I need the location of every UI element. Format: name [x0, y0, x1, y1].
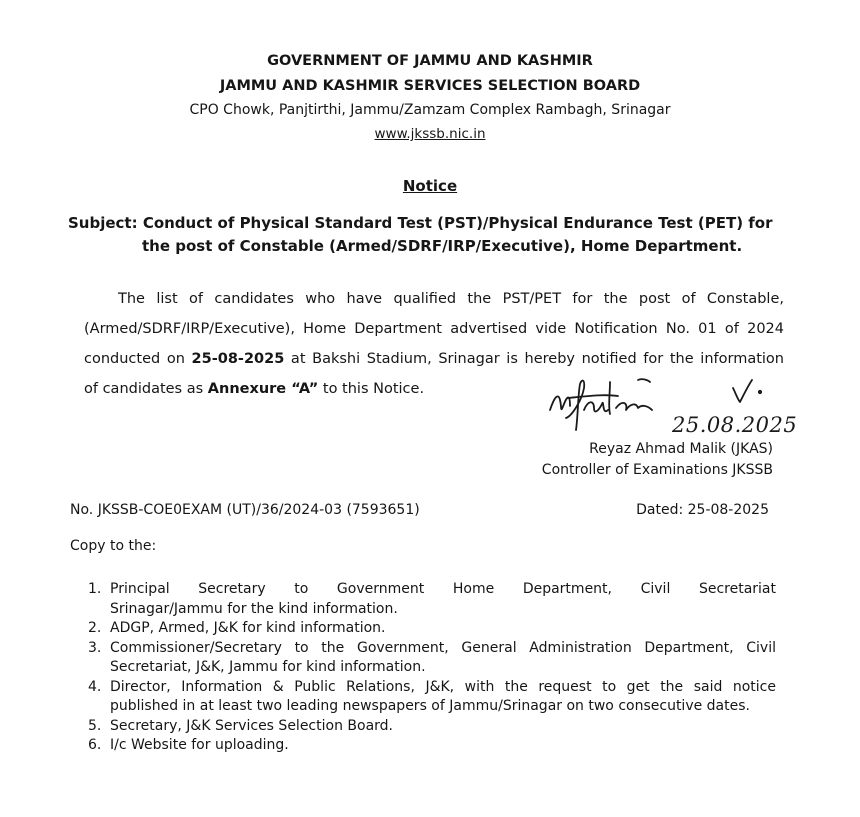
subject-line-1: Subject: Conduct of Physical Standard Test (PST)/Physical Endurance Test (PET) for: [68, 214, 773, 232]
body-line-3: conducted on 25-08-2025 at Bakshi Stadium, Srinagar is hereby notified for the information: [84, 351, 784, 367]
signatory-name: Reyaz Ahmad Malik (JKAS): [589, 441, 773, 457]
website-link[interactable]: www.jkssb.nic.in: [374, 126, 486, 142]
svg-text:25.08.2025: 25.08.2025: [672, 413, 798, 437]
body-line-2: (Armed/SDRF/IRP/Executive), Home Department advertised vide Notification No. 01 of 2024: [84, 321, 784, 337]
reference-number: No. JKSSB-COE0EXAM (UT)/36/2024-03 (7593651): [70, 502, 420, 518]
office-address: CPO Chowk, Panjtirthi, Jammu/Zamzam Complex Rambagh, Srinagar: [189, 102, 671, 118]
handwritten-date: [670, 410, 830, 440]
list-item: 3. Commissioner/Secretary to the Government, General Administration Department, Civil Secretariat, J&K, Jammu for kind information.: [88, 639, 776, 675]
copy-to-heading: Copy to the:: [70, 538, 157, 554]
subject-line-2: the post of Constable (Armed/SDRF/IRP/Executive), Home Department.: [142, 237, 743, 255]
list-item: 6. I/c Website for uploading.: [88, 737, 289, 753]
copy-to-list: [88, 580, 776, 756]
list-item: 1. Principal Secretary to Government Home Department, Civil Secretariat Srinagar/Jammu for the kind information.: [88, 581, 776, 617]
board-heading: JAMMU AND KASHMIR SERVICES SELECTION BOARD: [219, 78, 641, 94]
govt-heading: GOVERNMENT OF JAMMU AND KASHMIR: [267, 53, 593, 69]
annexure-label: Annexure “A”: [207, 381, 319, 397]
subject-block: [68, 212, 788, 258]
list-item: 5. Secretary, J&K Services Selection Board.: [88, 717, 393, 734]
body-line-1: The list of candidates who have qualified the PST/PET for the post of Constable,: [118, 291, 784, 307]
list-item: 4. Director, Information & Public Relations, J&K, with the request to get the said notice published in at least two leading newspapers of Jammu/Srinagar on two consecutive dates.: [88, 678, 776, 714]
signatory-designation: Controller of Examinations JKSSB: [541, 462, 773, 478]
body-line-4: of candidates as Annexure “A” to this Notice.: [84, 381, 425, 397]
exam-date: 25-08-2025: [191, 351, 285, 367]
notice-title: Notice: [402, 177, 458, 195]
issue-date: Dated: 25-08-2025: [636, 502, 769, 518]
list-item: 2. ADGP, Armed, J&K for kind information.: [88, 620, 386, 636]
